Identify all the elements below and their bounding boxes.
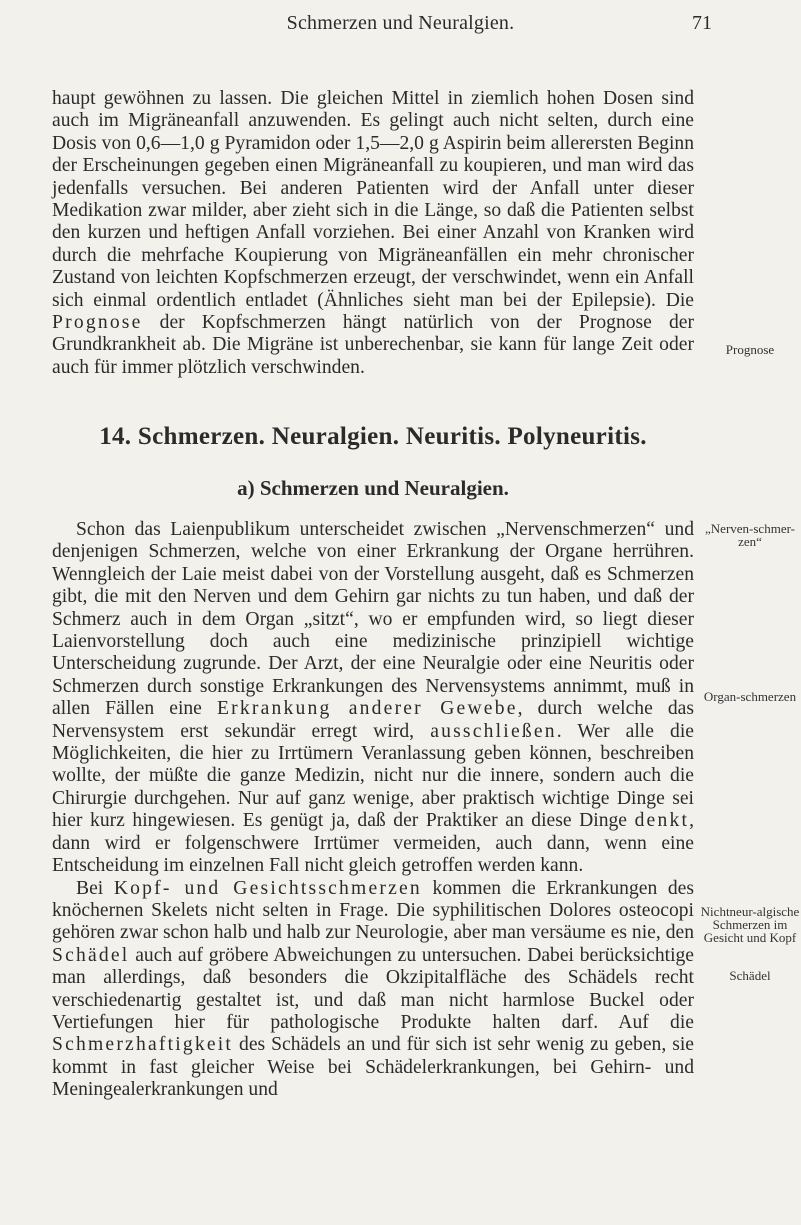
page-number: 71 [692,12,712,34]
spaced-term-denkt: denkt [634,810,690,832]
margin-note-organschmerzen: Organ-schmerzen [703,689,797,704]
running-head: Schmerzen und Neuralgien. [286,12,515,34]
page-header [0,12,801,42]
margin-note-nervenschmerzen: „Nerven-schmer-zen“ [705,521,795,549]
body-text-top [52,88,694,379]
margin-note-schaedel: Schädel [729,968,771,983]
paragraph-nervenschmerzen: Schon das Laienpublikum unterscheidet zwischen „Nervenschmerzen“ und denjenigen Schmerzen, welche von einer Erkrankung der Organe herrühren. Wenngleich der Laie meist dabei von der Vorstellung ausgeht, daß es Schmerzen gibt, die mit den Nerven und dem Gehirn gar nichts zu tun haben, und daß der Schmerz auch in dem Organ „sitzt“, wo er empfunden wird, so liegt dieser Laienvorstellung doch auch eine medizinische prinzipiell wichtige Unterscheidung zugrunde. Der Arzt, der eine Neuralgie oder eine Neuritis oder Schmerzen durch sonstige Erkrankungen des Nervensystems annimmt, muß in allen Fällen eine Erkrankung anderer Gewebe, durch welche das Nervensystem erst sekundär erregt wird, ausschließen. Wer alle die Möglichkeiten, die hier zu Irrtümern Veranlassung geben können, beschreiben wollte, der müßte die ganze Medizin, nicht nur die innere, sondern auch die Chirurgie durchgehen. Nur auf ganz wenige, aber praktisch wichtige Dinge sei hier kurz hingewiesen. Es genügt ja, daß der Praktiker an diese Dinge denkt, dann wird er folgenschwere Irrtümer vermeiden, auch dann, wenn eine Entscheidung im einzelnen Fall nicht gleich getroffen werden kann. [52,519,694,877]
spaced-term-ausschliessen: ausschließen [430,720,557,742]
paragraph-migraine-therapy: haupt gewöhnen zu lassen. Die gleichen Mittel in ziemlich hohen Dosen sind auch im Migräneanfall anzuwenden. Es gelingt auch nicht selten, durch eine Dosis von 0,6—1,0 g Pyramidon oder 1,5—2,0 g Aspirin beim allerersten Beginn der Erscheinungen gegeben einen Migräneanfall zu koupieren, und man wird das jedenfalls versuchen. Bei anderen Patienten wird der Anfall unter dieser Medikation zwar milder, aber zieht sich in die Länge, so daß die Patienten selbst den kurzen und heftigen Anfall vorziehen. Bei einer Anzahl von Kranken wird durch die mehrfache Koupierung von Migräneanfällen ein mehr chronischer Zustand von leichten Kopfschmerzen erzeugt, der verschwindet, wenn ein Anfall sich einmal ordentlich entladet (Ähnliches sieht man bei der Epilepsie). Die Prognose der Kopfschmerzen hängt natürlich von der Prognose der Grundkrankheit ab. Die Migräne ist unberechenbar, sie kann für lange Zeit oder auch für immer plötzlich verschwinden. [52,88,694,378]
margin-note-nichtneuralgische: Nichtneur-algische Schmerzen im Gesicht und Kopf [700,904,800,945]
spaced-term-prognose: Prognose [52,312,143,334]
section-title: 14. Schmerzen. Neuralgien. Neuritis. Polyneuritis. [99,423,647,450]
spaced-term-schmerzhaftigkeit: Schmerzhaftigkeit [52,1034,234,1056]
margin-note-prognose: Prognose [725,342,775,357]
spaced-term-schaedel: Schädel [52,944,130,966]
paragraph-kopfschmerzen: Bei Kopf- und Gesichtsschmerzen kommen die Erkrankungen des knöchernen Skelets nicht selten in Frage. Die syphilitischen Dolores osteocopi gehören zwar schon halb und halb zur Neurologie, aber man versäume es nie, den Schädel auch auf gröbere Abweichungen zu untersuchen. Dabei berücksichtige man allerdings, daß besonders die Okzipitalfläche des Schädels recht verschiedenartig gestaltet ist, und daß man nicht harmlose Buckel oder Vertiefungen hier für pathologische Produkte halten darf. Auf die Schmerzhaftigkeit des Schädels an und für sich ist sehr wenig zu geben, sie kommt in fast gleicher Weise bei Schädelerkrankungen, bei Gehirn- und Meningealerkrankungen und [52,877,694,1101]
sub-title: a) Schmerzen und Neuralgien. [237,476,509,500]
body-text-bottom [52,519,694,1102]
spaced-term-kopf-gesicht: Kopf- und Gesichtsschmerzen [113,877,422,899]
spaced-term-erkrankung: Erkrankung anderer Gewebe [216,698,518,720]
